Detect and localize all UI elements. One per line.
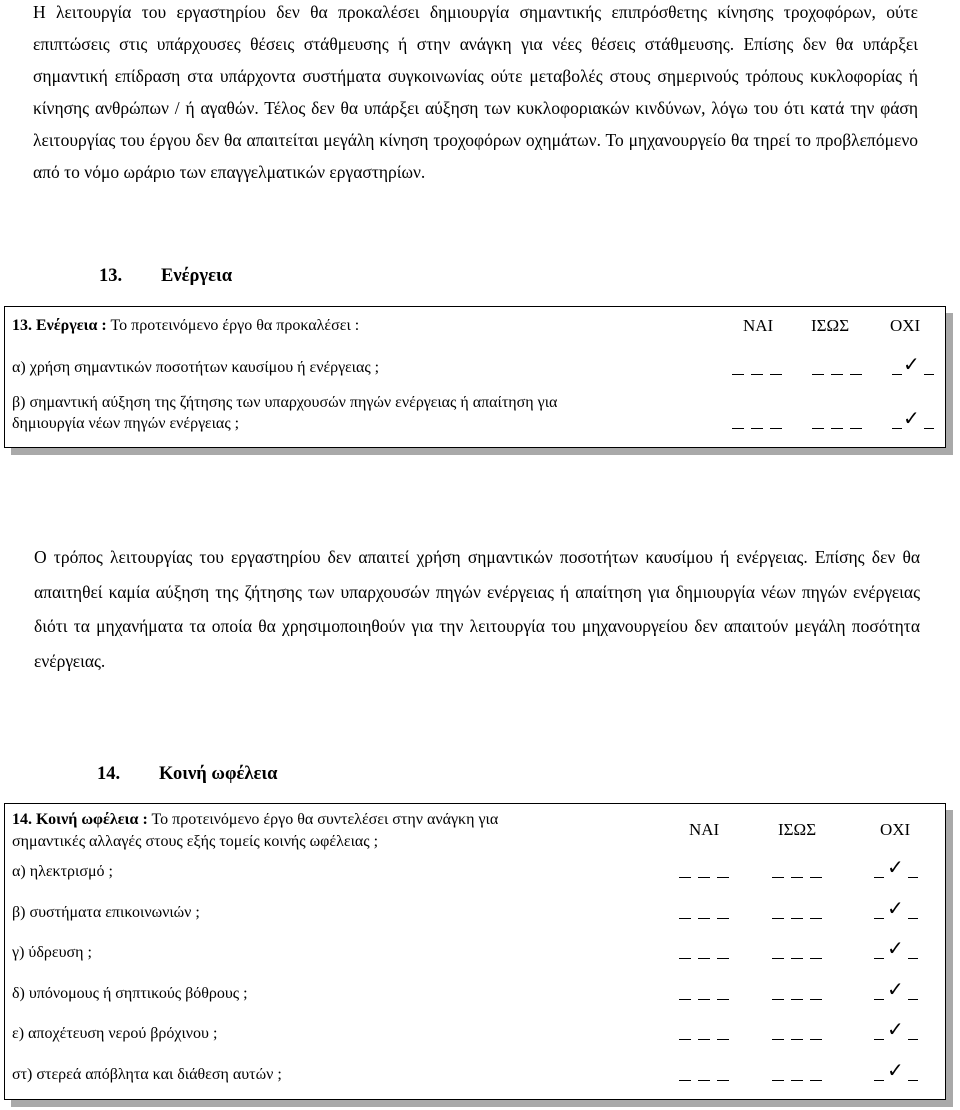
utility-item-label: β) συστήματα επικοινωνιών ; <box>12 904 200 921</box>
check-mark-icon: ✓ <box>887 855 904 879</box>
col-header-yes: ΝΑΙ <box>689 820 720 839</box>
energy-questionnaire-box <box>4 306 946 448</box>
utility-item-answer <box>677 855 904 882</box>
col-header-maybe: ΙΣΩΣ <box>811 316 850 335</box>
energy-question-text: Το προτεινόμενο έργο θα προκαλέσει : <box>106 317 360 334</box>
utility-item-label: δ) υπόνομους ή σηπτικούς βόθρους ; <box>12 985 248 1002</box>
section-14-title: Κοινή ωφέλεια <box>159 764 278 784</box>
energy-explanation: Ο τρόπος λειτουργίας του εργαστηρίου δεν απαιτεί χρήση σημαντικών ποσοτήτων καυσίμου ή ενέργειας. Επίσης δεν θα απαιτηθεί καμία αύξηση της ζήτησης των υπαρχουσών πηγών ενέργειας ή απαίτηση για δημιουργία νέων πηγών ενέργειας διότι τα μηχανήματα τα οποία θα χρησιμοποιηθούν για την λειτουργία του μηχανουργείου δεν απαιτούν μεγάλη ποσότητα ενέργειας. <box>34 547 920 671</box>
energy-question-bold: 13. Ενέργεια : <box>12 317 107 334</box>
energy-item-b-line2: δημιουργία νέων πηγών ενέργειας ; <box>12 415 240 432</box>
check-mark-icon: ✓ <box>887 896 904 920</box>
utility-item-answer <box>677 1058 904 1085</box>
col-header-no: ΟΧΙ <box>890 316 921 335</box>
utility-question-text: Το προτεινόμενο έργο θα συντελέσει στην ανάγκη για <box>147 811 499 828</box>
check-mark-icon: ✓ <box>903 352 920 376</box>
col-header-maybe: ΙΣΩΣ <box>778 820 817 839</box>
energy-item-b-line1: β) σημαντική αύξηση της ζήτησης των υπαρχουσών πηγών ενέργειας ή απαίτηση για <box>12 394 558 411</box>
energy-item-a-answer <box>730 353 940 379</box>
check-mark-icon: ✓ <box>887 936 904 960</box>
utility-item-label: α) ηλεκτρισμό ; <box>12 863 113 880</box>
section-13-heading <box>99 266 232 287</box>
utility-question-line1 <box>12 810 498 830</box>
utility-question-bold: 14. Κοινή ωφέλεια : <box>12 811 148 828</box>
energy-question <box>12 316 359 336</box>
utility-item-answer <box>677 896 904 923</box>
utility-item-answer <box>677 936 904 963</box>
section-14-heading <box>97 764 277 785</box>
check-mark-icon: ✓ <box>887 977 904 1001</box>
col-header-yes: ΝΑΙ <box>743 316 774 335</box>
energy-item-b-answer <box>730 407 940 433</box>
section-13-title: Ενέργεια <box>161 266 233 286</box>
energy-item-a-label: α) χρήση σημαντικών ποσοτήτων καυσίμου ή ενέργειας ; <box>12 359 380 376</box>
col-header-no: ΟΧΙ <box>880 820 911 839</box>
utility-question-line2: σημαντικές αλλαγές στους εξής τομείς κοινής ωφέλειας ; <box>12 833 379 850</box>
section-14-number: 14. <box>97 764 121 784</box>
intro-paragraph: Η λειτουργία του εργαστηρίου δεν θα προκαλέσει δημιουργία σημαντικής επιπρόσθετης κίνησης τροχοφόρων, ούτε επιπτώσεις στις υπάρχουσες θέσεις στάθμευσης ή στην ανάγκη για νέες θέσεις στάθμευσης. Επίσης δεν θα υπάρξει σημαντική επίδραση στα υπάρχοντα συστήματα συγκοινωνίας ούτε μεταβολές στους σημερινούς τρόπους κυκλοφορίας ή κίνησης ανθρώπων / ή αγαθών. Τέλος δεν θα υπάρξει αύξηση των κυκλοφοριακών κινδύνων, λόγω του ότι κατά την φάση λειτουργίας του έργου δεν θα απαιτείται μεγάλη κίνηση τροχοφόρων οχημάτων. Το μηχανουργείο θα τηρεί το προβλεπόμενο από το νόμο ωράριο των επαγγελματικών εργαστηρίων. <box>33 2 918 182</box>
utility-item-label: στ) στερεά απόβλητα και διάθεση αυτών ; <box>12 1066 282 1083</box>
common-utility-questionnaire-box <box>4 803 946 1100</box>
utility-item-label: ε) αποχέτευση νερού βρόχινου ; <box>12 1025 218 1042</box>
utility-item-answer <box>677 977 904 1004</box>
check-mark-icon: ✓ <box>887 1017 904 1041</box>
check-mark-icon: ✓ <box>903 406 920 430</box>
section-13-number: 13. <box>99 266 123 286</box>
check-mark-icon: ✓ <box>887 1058 904 1082</box>
utility-item-label: γ) ύδρευση ; <box>12 944 92 961</box>
utility-item-answer <box>677 1017 904 1044</box>
